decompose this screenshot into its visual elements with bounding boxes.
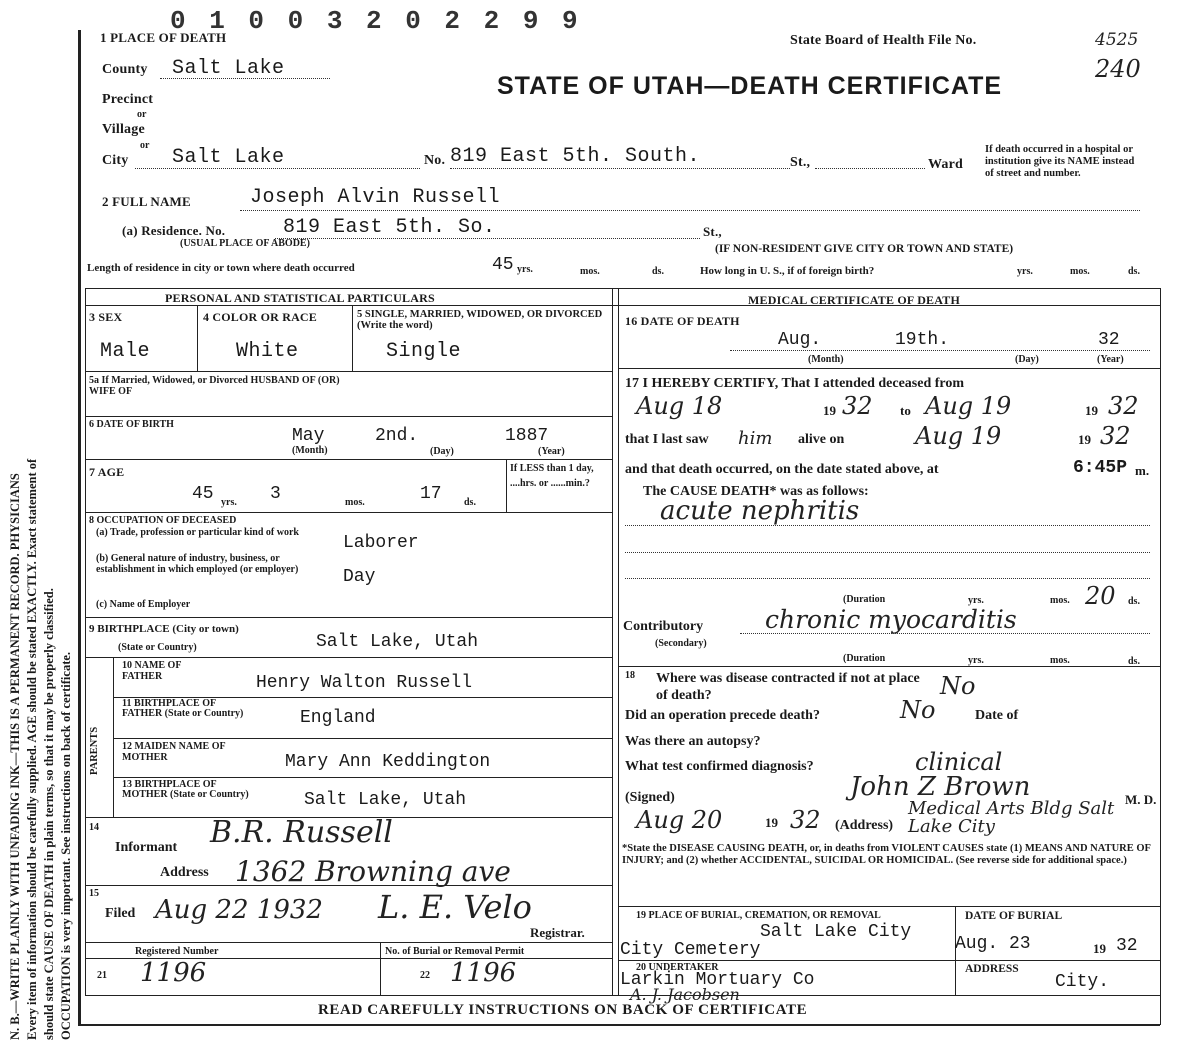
yrs-unit: yrs. [517,264,533,275]
attend-from-century: 19 [823,403,836,418]
st-label: St., [790,155,811,170]
non-resident-label: (IF NON-RESIDENT GIVE CITY OR TOWN AND STATE) [715,243,1014,255]
village-label: Village [102,122,145,137]
burial-permit-label: No. of Burial or Removal Permit [385,946,525,957]
foreign-birth-label: How long in U. S., if of foreign birth? [700,265,875,277]
burial-place-value-2: City Cemetery [620,940,761,960]
filed-label: Filed [105,906,136,921]
employer-label: (c) Name of Employer [96,599,191,610]
occupation-b-value: Day [343,567,376,587]
birthplace-value: Salt Lake, Utah [316,632,479,652]
side-instruction-2: Every item of information should be carefully supplied. AGE should be stated EXACTLY. Exact statement of [25,458,39,1040]
operation-value: No [900,696,936,724]
last-saw-century: 19 [1078,432,1091,447]
last-saw-label: that I last saw [625,432,709,447]
duration-ds-2: ds. [1128,656,1140,667]
dob-month: May [292,426,325,446]
bottom-border [78,1024,1160,1026]
usual-abode-label: (USUAL PLACE OF ABODE) [180,238,310,249]
death-year-caption: (Year) [1097,354,1124,365]
ds-unit-2: ds. [1128,266,1140,277]
residence-label: (a) Residence. No. [122,223,226,238]
city-label: City [102,153,129,168]
burial-date-value: Aug. 23 [955,934,1031,954]
age-years: 45 [192,484,214,504]
length-residence-label: Length of residence in city or town where death occurred [87,262,355,274]
length-residence-years: 45 [492,255,514,275]
death-day-caption: (Day) [1015,354,1039,365]
burial-century: 19 [1093,941,1106,956]
informant-address-label: Address [160,865,209,880]
informant-label: Informant [115,840,178,855]
footer-instructions: READ CAREFULLY INSTRUCTIONS ON BACK OF CERTIFICATE [318,1002,808,1018]
occupation-label: 8 OCCUPATION OF DECEASED [89,515,237,526]
registered-number-label: Registered Number [135,946,219,957]
or-label-2: or [140,140,150,151]
personal-header: PERSONAL AND STATISTICAL PARTICULARS [165,291,435,305]
marital-label: 5 SINGLE, MARRIED, WIDOWED, OR DIVORCED (Write the word) [357,309,603,331]
death-time: 6:45P [1073,458,1128,478]
burial-place-label: 19 PLACE OF BURIAL, CREMATION, OR REMOVAL [636,910,881,921]
ward-note: If death occurred in a hospital or institution give its NAME instead of street and number. [985,144,1135,179]
secondary-label: (Secondary) [655,638,707,649]
attend-from: Aug 18 [636,392,723,420]
death-occurred-label: and that death occurred, on the date stated above, at [625,462,939,477]
duration-yrs: yrs. [968,595,984,606]
mother-value: Mary Ann Keddington [285,752,491,772]
cause-footnote: *State the DISEASE CAUSING DEATH, or, in deaths from VIOLENT CAUSES state (1) MEANS AND NATURE OF INJURY; and (2) whether ACCIDENTAL, SUICIDAL OR HOMICIDAL. (See reverse side for additional space.) [622,843,1151,866]
precinct-label: Precinct [102,92,154,107]
undertaker-label: 20 UNDERTAKER [636,962,719,973]
mother-birthplace-label: 13 BIRTHPLACE OF MOTHER (State or Country) [122,779,249,800]
dob-month-caption: (Month) [292,445,328,456]
dob-day: 2nd. [375,426,419,446]
informant-value: B.R. Russell [210,815,393,850]
physician-signature: John Z Brown [850,772,1031,802]
color-value: White [236,340,299,363]
registered-number-value: 1196 [140,958,207,988]
where-contracted-value: No [940,672,976,700]
physician-address-label: (Address) [835,818,894,833]
attend-to-century: 19 [1085,403,1098,418]
signed-label: (Signed) [625,790,675,805]
certificate-title: STATE OF UTAH—DEATH CERTIFICATE [497,72,1003,100]
dob-year-caption: (Year) [538,446,565,457]
state-file-extra: 240 [1095,55,1141,83]
ds-unit: ds. [652,266,664,277]
item-22-number: 22 [420,970,430,981]
dob-year: 1887 [505,426,549,446]
left-border [78,30,81,1025]
street-no-label: No. [424,153,446,168]
alive-on-label: alive on [798,432,845,447]
physician-address-value: Medical Arts Bldg Salt Lake City [908,798,1115,837]
death-year: 32 [1098,330,1120,350]
document-number: 0 1 0 0 3 2 0 2 2 9 9 [170,6,582,36]
item-21-number: 21 [97,970,107,981]
medical-header: MEDICAL CERTIFICATE OF DEATH [748,293,960,307]
signed-century: 19 [765,815,778,830]
death-month: Aug. [778,330,822,350]
signed-date: Aug 20 [636,806,723,834]
duration-mos-2: mos. [1050,655,1070,666]
dob-day-caption: (Day) [430,446,454,457]
yrs-unit-2: yrs. [1017,266,1033,277]
spouse-label: 5a If Married, Widowed, or Divorced HUSBAND OF (OR) WIFE OF [89,375,340,397]
death-time-meridiem: m. [1135,463,1150,478]
burial-date-label: DATE OF BURIAL [965,910,1063,922]
burial-year: 32 [1116,936,1138,956]
test-label: What test confirmed diagnosis? [625,759,814,774]
informant-address-value: 1362 Browning ave [235,855,511,888]
ward-label: Ward [928,157,964,172]
full-name-value: Joseph Alvin Russell [250,186,501,209]
duration-months-value: 20 [1085,582,1116,610]
attend-to: Aug 19 [925,392,1012,420]
age-months: 3 [270,484,281,504]
father-label: 10 NAME OF FATHER [122,660,182,682]
sex-label: 3 SEX [89,310,123,324]
undertaker-address-value: City. [1055,972,1110,992]
duration-ds: ds. [1128,596,1140,607]
occupation-b-label: (b) General nature of industry, business, or establishment in which employed (or employer) [96,553,299,575]
occupation-a-value: Laborer [343,533,419,553]
city-value: Salt Lake [172,146,285,169]
street-value: 819 East 5th. South. [450,145,701,168]
contributory-value: chronic myocarditis [765,605,1017,634]
residence-st-label: St., [703,224,722,239]
last-saw-date: Aug 19 [915,422,1002,450]
father-birthplace-label: 11 BIRTHPLACE OF FATHER (State or Country) [122,698,244,719]
last-saw-pronoun: him [738,428,773,449]
burial-place-value: Salt Lake City [760,922,912,942]
registrar-signature: L. E. Velo [378,888,532,926]
undertaker-address-label: ADDRESS [965,963,1019,975]
duration-label: (Duration [843,594,886,605]
item-15-number: 15 [89,888,99,899]
side-instruction-4: OCCUPATION is very important. See instructions on back of certificate. [59,651,73,1040]
item-14-number: 14 [89,822,99,833]
father-value: Henry Walton Russell [256,673,473,693]
attend-from-year: 32 [842,392,873,420]
where-contracted-label: Where was disease contracted if not at place of death? [656,671,920,703]
autopsy-label: Was there an autopsy? [625,734,761,749]
marital-value: Single [386,340,462,363]
duration-mos: mos. [1050,595,1070,606]
age-mos-unit: mos. [345,497,365,508]
less-than-day-label: If LESS than 1 day, ....hrs. or ......min.? [510,463,594,489]
sex-value: Male [100,340,151,363]
place-of-death-label: 1 PLACE OF DEATH [100,30,227,45]
side-instruction-1: N. B.—WRITE PLAINLY WITH UNFADING INK—THIS IS A PERMANENT RECORD. PHYSICIANS [8,473,22,1040]
duration-label-2: (Duration [843,653,886,664]
filed-value: Aug 22 1932 [155,895,323,925]
death-month-caption: (Month) [808,354,844,365]
birthplace-sub-label: (State or Country) [118,642,197,653]
parents-label: PARENTS [89,726,100,775]
birthplace-label: 9 BIRTHPLACE (City or town) [89,623,239,635]
age-ds-unit: ds. [464,497,476,508]
color-label: 4 COLOR OR RACE [203,310,318,324]
signed-year: 32 [790,806,821,834]
burial-permit-value: 1196 [450,958,517,988]
cause-value: acute nephritis [660,496,860,526]
test-value: clinical [915,748,1003,776]
undertaker-value: Larkin Mortuary Co [620,970,815,990]
operation-label: Did an operation precede death? [625,708,820,723]
contributory-label: Contributory [623,619,704,634]
date-of-death-label: 16 DATE OF DEATH [625,314,740,328]
duration-yrs-2: yrs. [968,655,984,666]
dob-label: 6 DATE OF BIRTH [89,419,174,430]
county-label: County [102,62,148,77]
certify-label: 17 I HEREBY CERTIFY, That I attended deceased from [625,376,965,391]
md-label: M. D. [1125,792,1157,807]
age-days: 17 [420,484,442,504]
mother-birthplace-value: Salt Lake, Utah [304,790,467,810]
side-instruction-3: should state CAUSE OF DEATH in plain terms, so that it may be properly classified. [42,588,56,1040]
mos-unit-2: mos. [1070,266,1090,277]
undertaker-signature: A. J. Jacobsen [630,985,740,1004]
residence-value: 819 East 5th. So. [283,216,496,239]
state-file-label: State Board of Health File No. [790,33,977,48]
or-label-1: or [137,109,147,120]
mos-unit: mos. [580,266,600,277]
father-birthplace-value: England [300,708,376,728]
last-saw-year: 32 [1100,422,1131,450]
registrar-label: Registrar. [530,925,585,940]
mother-label: 12 MAIDEN NAME OF MOTHER [122,741,226,763]
date-of-label: Date of [975,708,1019,723]
attend-to-year: 32 [1108,392,1139,420]
age-label: 7 AGE [89,465,125,479]
to-label: to [900,403,911,418]
occupation-a-label: (a) Trade, profession or particular kind of work [96,527,299,538]
cause-label: The CAUSE DEATH* was as follows: [643,484,869,499]
state-file-number: 4525 [1095,30,1139,50]
death-day: 19th. [895,330,950,350]
age-yrs-unit: yrs. [221,497,237,508]
item-18-number: 18 [625,670,635,681]
county-value: Salt Lake [172,57,285,80]
full-name-label: 2 FULL NAME [102,194,191,209]
